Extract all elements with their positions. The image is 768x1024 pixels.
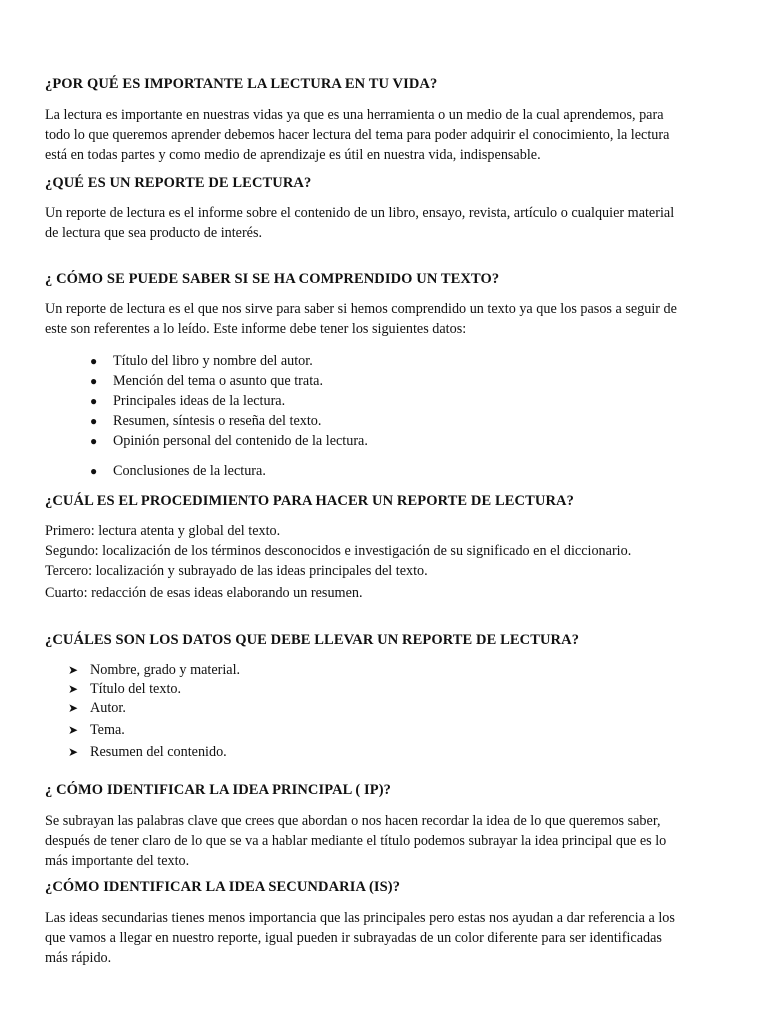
arrow-bullet-icon (68, 699, 78, 718)
paragraph-importance-of-reading (45, 105, 725, 165)
heading-secondary-idea: ¿CÓMO IDENTIFICAR LA IDEA SECUNDARIA (IS)? (45, 879, 401, 895)
text-line: Tercero: localización y subrayado de las ideas principales del texto. (45, 563, 428, 579)
text-line: de lectura que sea producto de interés. (45, 225, 263, 241)
list-item: ● Título del libro y nombre del autor. (88, 351, 368, 371)
paragraph-secondary-idea (45, 908, 725, 968)
heading-importance-of-reading: ¿POR QUÉ ES IMPORTANTE LA LECTURA EN TU VIDA? (45, 76, 438, 92)
bullet-icon (90, 461, 97, 481)
list-item: ➤ Nombre, grado y material. (68, 661, 240, 680)
heading-report-data: ¿CUÁLES SON LOS DATOS QUE DEBE LLEVAR UN REPORTE DE LECTURA? (45, 632, 580, 648)
paragraph-procedure (45, 521, 725, 603)
heading-procedure: ¿CUÁL ES EL PROCEDIMIENTO PARA HACER UN REPORTE DE LECTURA? (45, 493, 574, 509)
list-item: ● Principales ideas de la lectura. (88, 391, 368, 411)
arrow-bullet-icon (68, 661, 78, 680)
text-line: Segundo: localización de los términos desconocidos e investigación de su significado en el diccionario. (45, 543, 632, 559)
arrow-bullet-icon (68, 721, 78, 740)
text-line: este son referentes a lo leído. Este informe debe tener los siguientes datos: (45, 321, 467, 337)
text-line: después de tener claro de lo que se va a hablar mediante el título podemos subrayar la idea principal que es lo (45, 833, 667, 849)
list-item: ➤ Título del texto. (68, 680, 240, 699)
bullet-icon (90, 411, 97, 431)
text-line: que vamos a llegar en nuestro reporte, igual pueden ir subrayadas de un color diferente para ser identificadas (45, 930, 662, 946)
bullet-icon (90, 391, 97, 411)
text-line: más rápido. (45, 950, 112, 966)
list-item: ➤ Resumen del contenido. (68, 743, 240, 762)
bullet-icon (90, 431, 97, 451)
list-item: ● Conclusiones de la lectura. (88, 461, 368, 481)
list-item: ● Resumen, síntesis o reseña del texto. (88, 411, 368, 431)
text-line: La lectura es importante en nuestras vidas ya que es una herramienta o un medio de la cual aprendemos, para (45, 107, 664, 123)
text-line: más importante del texto. (45, 853, 190, 869)
heading-main-idea: ¿ CÓMO IDENTIFICAR LA IDEA PRINCIPAL ( IP)? (45, 782, 392, 798)
report-data-bullet-list (88, 351, 368, 481)
list-item: ● Opinión personal del contenido de la lectura. (88, 431, 368, 451)
list-item: ➤ Tema. (68, 721, 240, 740)
text-line: está en todas partes y como medio de aprendizaje es útil en nuestra vida, indispensable. (45, 147, 541, 163)
bullet-icon (90, 371, 97, 391)
paragraph-how-to-know-comprehension (45, 299, 725, 339)
list-item: ➤ Autor. (68, 699, 240, 718)
paragraph-what-is-report (45, 203, 725, 243)
heading-what-is-report: ¿QUÉ ES UN REPORTE DE LECTURA? (45, 175, 312, 191)
text-line: Un reporte de lectura es el informe sobre el contenido de un libro, ensayo, revista, artículo o cualquier material (45, 205, 675, 221)
report-fields-arrow-list (68, 661, 240, 762)
arrow-bullet-icon (68, 743, 78, 762)
text-line: Primero: lectura atenta y global del texto. (45, 523, 281, 539)
paragraph-main-idea (45, 811, 725, 871)
list-item: ● Mención del tema o asunto que trata. (88, 371, 368, 391)
text-line: Las ideas secundarias tienes menos importancia que las principales pero estas nos ayudan a dar referencia a los (45, 910, 675, 926)
text-line: Se subrayan las palabras clave que crees que abordan o nos hacen recordar la idea de lo que queremos saber, (45, 813, 661, 829)
heading-how-to-know-comprehension: ¿ CÓMO SE PUEDE SABER SI SE HA COMPRENDIDO UN TEXTO? (45, 271, 500, 287)
text-line: Un reporte de lectura es el que nos sirve para saber si hemos comprendido un texto ya que los pasos a seguir de (45, 301, 677, 317)
arrow-bullet-icon (68, 680, 78, 699)
bullet-icon (90, 351, 97, 371)
text-line: Cuarto: redacción de esas ideas elaborando un resumen. (45, 585, 363, 601)
text-line: todo lo que queremos aprender debemos hacer lectura del tema para poder adquirir el conocimiento, la lectura (45, 127, 670, 143)
